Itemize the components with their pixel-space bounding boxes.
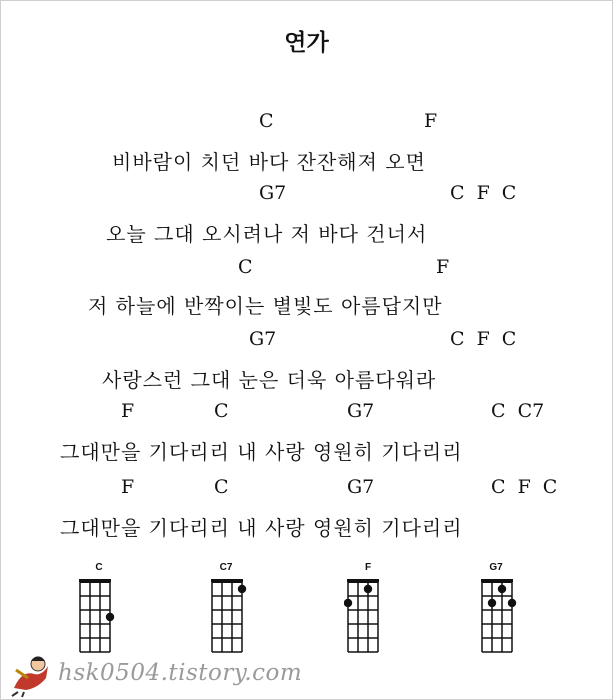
song-title: 연가 bbox=[284, 30, 329, 56]
chord-label: C bbox=[238, 256, 253, 278]
chord-label: G7 bbox=[249, 328, 277, 350]
chord-label: G7 bbox=[259, 182, 287, 204]
chord-finger-dot bbox=[238, 585, 246, 593]
chord-label: F bbox=[121, 400, 135, 422]
chord-label: C F C bbox=[450, 182, 517, 204]
lyric-line: 사랑스런 그대 눈은 더욱 아름다워라 bbox=[102, 368, 437, 392]
chord-label: C bbox=[214, 400, 229, 422]
lyric-line: 그대만을 기다리리 내 사랑 영원히 기다리리 bbox=[60, 440, 463, 464]
chord-diagram-label: C bbox=[95, 562, 103, 573]
chord-label: C C7 bbox=[491, 400, 545, 422]
chord-finger-dot bbox=[488, 599, 496, 607]
chord-label: F bbox=[424, 110, 438, 132]
chord-grid bbox=[208, 576, 260, 662]
chord-diagram-label: F bbox=[364, 562, 372, 573]
chord-label: C bbox=[214, 476, 229, 498]
chord-finger-dot bbox=[498, 585, 506, 593]
chord-label: G7 bbox=[347, 476, 375, 498]
lyric-line: 저 하늘에 반짝이는 별빛도 아름답지만 bbox=[88, 294, 443, 318]
blog-mascot-logo bbox=[8, 648, 54, 698]
chord-label: C F C bbox=[491, 476, 558, 498]
lyric-line: 비바람이 치던 바다 잔잔해져 오면 bbox=[112, 150, 426, 174]
chord-grid bbox=[76, 576, 122, 662]
chord-diagram-g7 bbox=[478, 562, 530, 662]
chord-grid bbox=[478, 576, 530, 662]
chord-diagram-f bbox=[344, 562, 396, 662]
chord-diagram-label: G7 bbox=[489, 562, 503, 573]
chord-label: F bbox=[121, 476, 135, 498]
chord-finger-dot bbox=[364, 585, 372, 593]
lyric-line: 오늘 그대 오시려나 저 바다 건너서 bbox=[106, 222, 428, 246]
chord-label: G7 bbox=[347, 400, 375, 422]
chord-finger-dot bbox=[106, 613, 114, 621]
chord-label: F bbox=[436, 256, 450, 278]
lyric-line: 그대만을 기다리리 내 사랑 영원히 기다리리 bbox=[60, 516, 463, 540]
chord-label: C F C bbox=[450, 328, 517, 350]
chord-finger-dot bbox=[344, 599, 352, 607]
chord-diagram-label: C7 bbox=[219, 562, 233, 573]
chord-diagram-c bbox=[76, 562, 122, 662]
chord-grid bbox=[344, 576, 396, 662]
watermark: hsk0504.tistory.com bbox=[58, 660, 303, 686]
chord-finger-dot bbox=[508, 599, 516, 607]
chord-label: C bbox=[259, 110, 274, 132]
chord-diagram-c7 bbox=[208, 562, 260, 662]
